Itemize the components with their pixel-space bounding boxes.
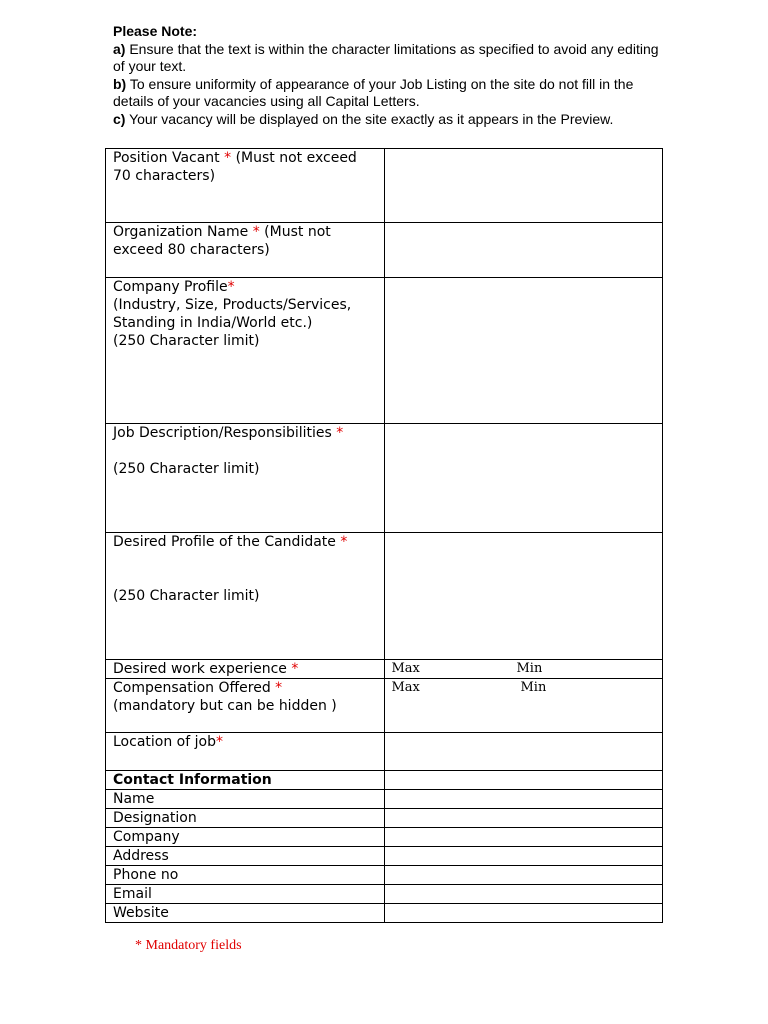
row-experience (106, 660, 663, 679)
contact-website-field[interactable] (384, 904, 663, 923)
company-profile-label: Company Profile* (Industry, Size, Products/Services, Standing in India/World etc.) (250 Character limit) (106, 278, 385, 424)
job-description-field[interactable] (384, 424, 663, 533)
note-item-b: b) To ensure uniformity of appearance of your Job Listing on the site do not fill in the details of your vacancies using all Capital Letters. (113, 75, 634, 110)
please-note (113, 23, 673, 129)
organization-field[interactable] (384, 223, 663, 278)
row-location (106, 733, 663, 771)
mandatory-fields-note: * Mandatory fields (135, 938, 242, 953)
experience-label: Desired work experience * (106, 660, 385, 679)
row-contact-address (106, 847, 663, 866)
row-contact-designation (106, 809, 663, 828)
position-label: Position Vacant * (Must not exceed 70 characters) (106, 149, 385, 223)
row-contact-website (106, 904, 663, 923)
row-contact-heading (106, 771, 663, 790)
contact-address-label: Address (106, 847, 385, 866)
contact-heading-blank (384, 771, 663, 790)
desired-profile-field[interactable] (384, 533, 663, 660)
experience-max-label: Max (391, 661, 420, 676)
job-listing-form (105, 148, 663, 923)
row-contact-email (106, 885, 663, 904)
contact-designation-field[interactable] (384, 809, 663, 828)
compensation-field[interactable] (384, 679, 663, 733)
experience-field[interactable] (384, 660, 663, 679)
row-contact-phone (106, 866, 663, 885)
note-item-c: c) Your vacancy will be displayed on the site exactly as it appears in the Preview. (113, 110, 614, 127)
compensation-label: Compensation Offered * (mandatory but can be hidden ) (106, 679, 385, 733)
contact-heading: Contact Information (106, 771, 385, 790)
contact-company-label: Company (106, 828, 385, 847)
location-field[interactable] (384, 733, 663, 771)
contact-address-field[interactable] (384, 847, 663, 866)
note-item-a: a) Ensure that the text is within the character limitations as specified to avoid any editing of your text. (113, 40, 659, 75)
row-company-profile (106, 278, 663, 424)
contact-company-field[interactable] (384, 828, 663, 847)
contact-name-label: Name (106, 790, 385, 809)
contact-email-field[interactable] (384, 885, 663, 904)
row-contact-name (106, 790, 663, 809)
row-desired-profile (106, 533, 663, 660)
position-field[interactable] (384, 149, 663, 223)
organization-label: Organization Name * (Must not exceed 80 characters) (106, 223, 385, 278)
row-organization (106, 223, 663, 278)
contact-website-label: Website (106, 904, 385, 923)
contact-phone-field[interactable] (384, 866, 663, 885)
contact-email-label: Email (106, 885, 385, 904)
job-description-label: Job Description/Responsibilities * (250 Character limit) (106, 424, 385, 533)
row-compensation (106, 679, 663, 733)
contact-designation-label: Designation (106, 809, 385, 828)
location-label: Location of job* (106, 733, 385, 771)
experience-min-label: Min (516, 661, 543, 676)
desired-profile-label: Desired Profile of the Candidate * (250 Character limit) (106, 533, 385, 660)
row-contact-company (106, 828, 663, 847)
compensation-min-label: Min (520, 680, 547, 695)
row-job-description (106, 424, 663, 533)
company-profile-field[interactable] (384, 278, 663, 424)
contact-phone-label: Phone no (106, 866, 385, 885)
contact-name-field[interactable] (384, 790, 663, 809)
compensation-max-label: Max (391, 680, 420, 695)
row-position (106, 149, 663, 223)
note-heading: Please Note: (113, 23, 198, 39)
